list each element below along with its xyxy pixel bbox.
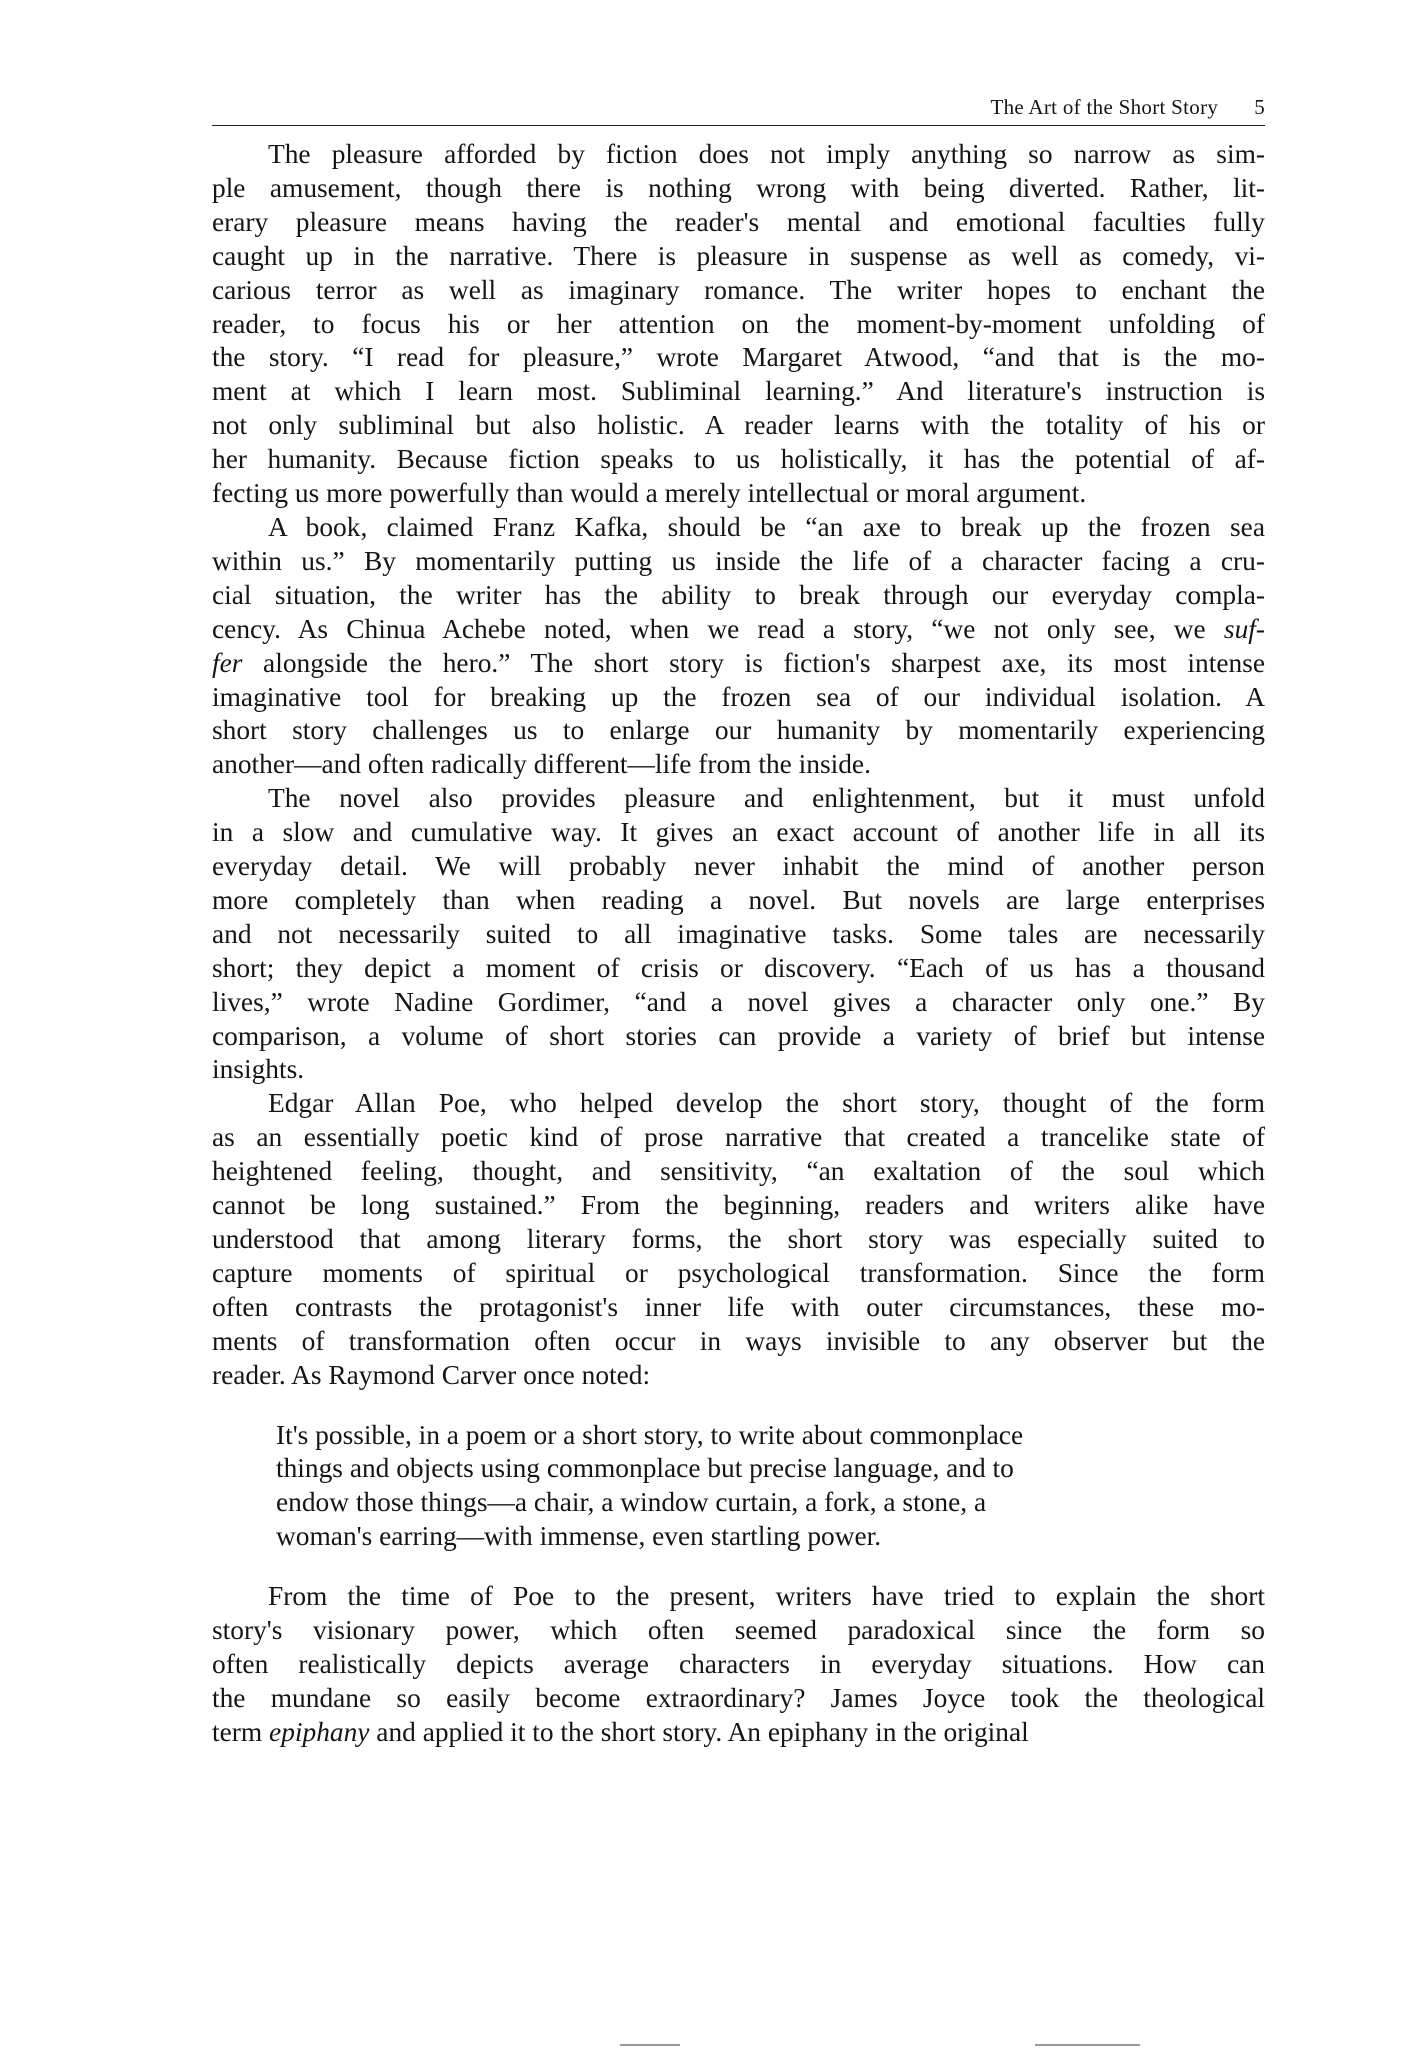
text-line: reader, to focus his or her attention on the moment-by-moment unfolding of xyxy=(212,308,1265,339)
text-line: within us.” By momentarily putting us inside the life of a character facing a cru- xyxy=(212,545,1265,576)
text-line: fecting us more powerfully than would a merely intellectual or moral argument. xyxy=(212,478,1087,509)
text-line: insights. xyxy=(212,1054,305,1085)
text-line: story's visionary power, which often seemed paradoxical since the form so xyxy=(212,1615,1265,1646)
text-line: often contrasts the protagonist's inner life with outer circumstances, these mo- xyxy=(212,1291,1265,1322)
text-line: carious terror as well as imaginary romance. The writer hopes to enchant the xyxy=(212,274,1265,305)
text-line: woman's earring—with immense, even startling power. xyxy=(276,1521,882,1552)
text-line: reader. As Raymond Carver once noted: xyxy=(212,1359,651,1390)
text-line: fer alongside the hero.” The short story is fiction's sharpest axe, its most intense xyxy=(212,647,1265,678)
text-line: things and objects using commonplace but precise language, and to xyxy=(276,1453,1014,1484)
paragraph xyxy=(212,138,1265,511)
page-number: 5 xyxy=(1254,95,1265,119)
text-line: The pleasure afforded by fiction does not imply anything so narrow as sim- xyxy=(268,139,1265,169)
text-line: term epiphany and applied it to the short story. An epiphany in the original xyxy=(212,1716,1029,1747)
body-text xyxy=(212,138,1265,1750)
text-line: ment at which I learn most. Subliminal learning.” And literature's instruction is xyxy=(212,376,1265,407)
text-line: more completely than when reading a novel. But novels are large enterprises xyxy=(212,884,1265,915)
text-line: cannot be long sustained.” From the beginning, readers and writers alike have xyxy=(212,1190,1265,1221)
text-line: Edgar Allan Poe, who helped develop the short story, thought of the form xyxy=(268,1088,1265,1119)
running-head xyxy=(212,95,1265,126)
text-line: short; they depict a moment of crisis or discovery. “Each of us has a thousand xyxy=(212,952,1265,983)
text-line: her humanity. Because fiction speaks to us holistically, it has the potential of af- xyxy=(212,444,1265,475)
text-line: ments of transformation often occur in ways invisible to any observer but the xyxy=(212,1325,1265,1356)
text-line: the story. “I read for pleasure,” wrote Margaret Atwood, “and that is the mo- xyxy=(212,342,1265,373)
text-line: everyday detail. We will probably never inhabit the mind of another person xyxy=(212,851,1265,882)
text-line: comparison, a volume of short stories can provide a variety of brief but intense xyxy=(212,1020,1265,1051)
text-line: as an essentially poetic kind of prose narrative that created a trancelike state of xyxy=(212,1122,1265,1153)
running-head-title: The Art of the Short Story xyxy=(990,95,1219,119)
text-line: caught up in the narrative. There is pleasure in suspense as well as comedy, vi- xyxy=(212,240,1265,271)
book-page xyxy=(212,95,1265,1750)
text-line: often realistically depicts average characters in everyday situations. How can xyxy=(212,1648,1265,1679)
text-line: and not necessarily suited to all imaginative tasks. Some tales are necessarily xyxy=(212,918,1265,949)
text-line: the mundane so easily become extraordinary? James Joyce took the theological xyxy=(212,1682,1265,1713)
scan-artifact xyxy=(620,2044,680,2046)
text-line: The novel also provides pleasure and enlightenment, but it must unfold xyxy=(268,783,1265,814)
italic-emphasis: epiphany xyxy=(269,1716,370,1747)
text-line: From the time of Poe to the present, writers have tried to explain the short xyxy=(268,1581,1265,1612)
italic-emphasis: fer xyxy=(212,647,243,678)
paragraph xyxy=(212,1087,1265,1392)
text-line: ple amusement, though there is nothing wrong with being diverted. Rather, lit- xyxy=(212,172,1265,203)
paragraph xyxy=(212,1580,1265,1750)
block-quote xyxy=(276,1419,1236,1555)
text-line: in a slow and cumulative way. It gives an exact account of another life in all its xyxy=(212,817,1265,848)
text-line: imaginative tool for breaking up the frozen sea of our individual isolation. A xyxy=(212,681,1265,712)
text-line: A book, claimed Franz Kafka, should be “an axe to break up the frozen sea xyxy=(268,511,1265,542)
italic-emphasis: suf- xyxy=(1223,613,1265,644)
paragraph xyxy=(212,782,1265,1087)
text-line: another—and often radically different—life from the inside. xyxy=(212,749,871,780)
text-line: erary pleasure means having the reader's mental and emotional faculties fully xyxy=(212,206,1265,237)
text-line: endow those things—a chair, a window curtain, a fork, a stone, a xyxy=(276,1487,987,1518)
text-line: lives,” wrote Nadine Gordimer, “and a novel gives a character only one.” By xyxy=(212,986,1265,1017)
text-line: It's possible, in a poem or a short story, to write about commonplace xyxy=(276,1419,1024,1450)
scan-artifact xyxy=(1035,2044,1140,2046)
text-line: capture moments of spiritual or psychological transformation. Since the form xyxy=(212,1257,1265,1288)
text-line: cency. As Chinua Achebe noted, when we read a story, “we not only see, we suf- xyxy=(212,613,1265,644)
text-line: not only subliminal but also holistic. A reader learns with the totality of his or xyxy=(212,410,1265,441)
text-line: short story challenges us to enlarge our humanity by momentarily experiencing xyxy=(212,715,1265,746)
text-line: heightened feeling, thought, and sensitivity, “an exaltation of the soul which xyxy=(212,1156,1265,1187)
paragraph xyxy=(212,511,1265,782)
text-line: understood that among literary forms, the short story was especially suited to xyxy=(212,1224,1265,1254)
text-line: cial situation, the writer has the ability to break through our everyday compla- xyxy=(212,579,1265,610)
